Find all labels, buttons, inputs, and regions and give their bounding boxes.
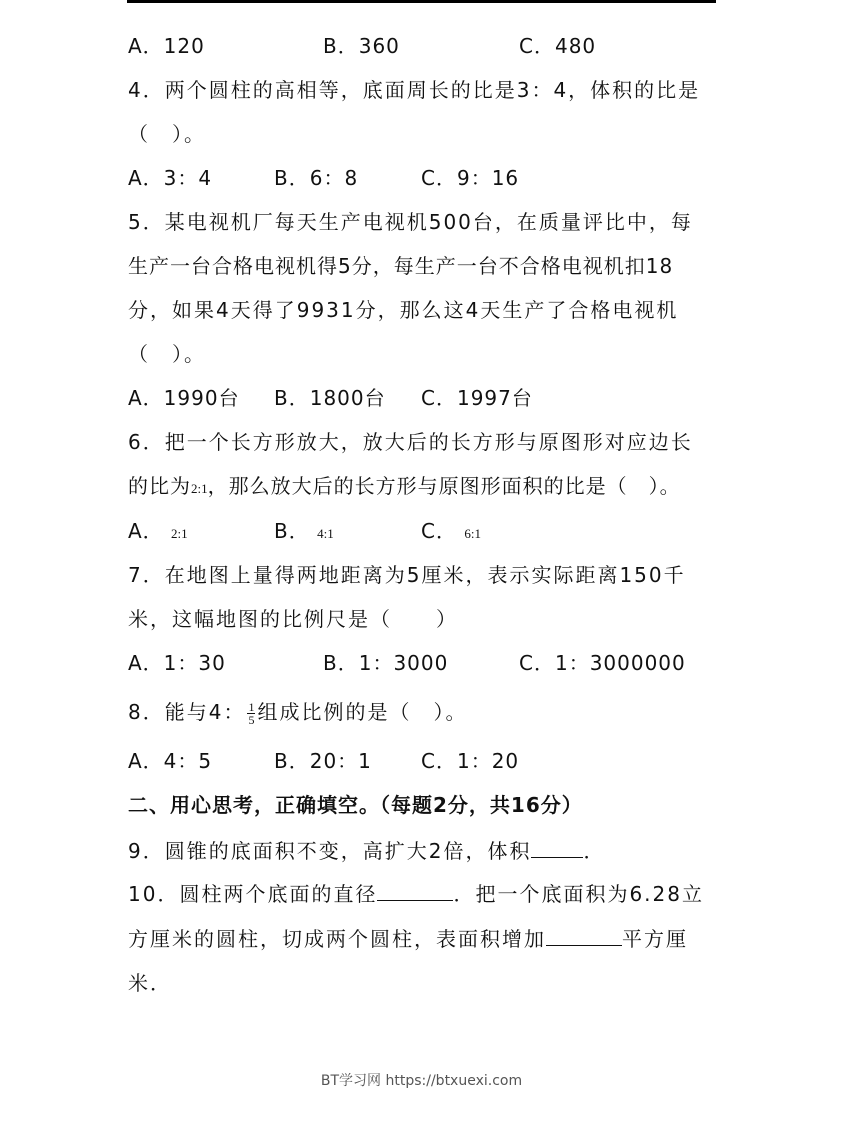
q8-suffix: 组成比例的是（ ）。	[257, 700, 468, 724]
q6-text-2a: 的比为	[128, 474, 191, 498]
q10-answer-blank-2[interactable]	[546, 927, 622, 946]
q3-option-b: B．360	[323, 34, 400, 58]
q8-option-c: C．1：20	[421, 749, 520, 773]
q10-text	[128, 882, 704, 906]
q10-text-2	[128, 927, 688, 951]
q6-ratio: 2:1	[191, 481, 208, 496]
top-rule	[127, 0, 716, 3]
q8-text	[128, 700, 467, 726]
q7-text: 7．在地图上量得两地距离为5厘米，表示实际距离150千	[128, 563, 686, 587]
q9-prefix: 9．圆锥的底面积不变，高扩大2倍，体积	[128, 839, 532, 863]
q4-option-a: A．3：4	[128, 166, 213, 190]
q4-option-b: B．6：8	[274, 166, 359, 190]
q7-option-c: C．1：3000000	[519, 651, 686, 675]
q5-text-3: 分，如果4天得了9931分，那么这4天生产了合格电视机	[128, 298, 679, 322]
fraction-denominator: 5	[248, 713, 255, 727]
q3-option-a: A．120	[128, 34, 205, 58]
q7-option-b: B．1：3000	[323, 651, 449, 675]
q6-text: 6．把一个长方形放大，放大后的长方形与原图形对应边长	[128, 430, 693, 454]
q7-option-a: A．1：30	[128, 651, 226, 675]
q5-option-b: B．1800台	[274, 386, 386, 410]
q10-mid: ．把一个底面积为6.28立	[453, 882, 704, 906]
q3-option-c: C．480	[519, 34, 597, 58]
q10-line2-prefix: 方厘米的圆柱，切成两个圆柱，表面积增加	[128, 927, 546, 951]
q9-answer-blank[interactable]	[531, 839, 583, 858]
q5-option-a: A．1990台	[128, 386, 240, 410]
q5-text-2: 生产一台合格电视机得5分，每生产一台不合格电视机扣18	[128, 254, 674, 278]
q9-text	[128, 839, 605, 863]
fraction	[247, 701, 255, 726]
q8-option-a: A．4：5	[128, 749, 213, 773]
q7-text-2: 米，这幅地图的比例尺是（ ）	[128, 607, 458, 631]
q6-option-a-label: A．	[128, 519, 164, 543]
q10-text-3: 米．	[128, 971, 172, 995]
footer-watermark: BT学习网 https://btxuexi.com	[320, 1073, 523, 1089]
q6-option-c	[421, 519, 481, 546]
fraction-numerator: 1	[248, 700, 255, 714]
q10-answer-blank-1[interactable]	[377, 882, 453, 901]
q6-option-c-label: C．	[421, 519, 457, 543]
q6-option-a	[128, 519, 188, 546]
q5-option-c: C．1997台	[421, 386, 533, 410]
q6-option-b	[274, 519, 334, 546]
section-heading: 二、用心思考，正确填空。（每题2分，共16分）	[128, 793, 583, 817]
q9-end: ．	[583, 839, 606, 863]
q6-option-c-value: 6:1	[464, 526, 481, 541]
q4-text: 4．两个圆柱的高相等，底面周长的比是3：4，体积的比是	[128, 78, 701, 102]
q8-option-b: B．20：1	[274, 749, 372, 773]
q5-text-4: （ ）。	[128, 342, 206, 366]
q6-option-a-value: 2:1	[171, 526, 188, 541]
q10-line2-suffix: 平方厘	[622, 927, 688, 951]
q6-text-2	[128, 474, 681, 501]
q8-prefix: 8．能与4：	[128, 700, 246, 724]
q6-option-b-value: 4:1	[317, 526, 334, 541]
q6-text-2b: ，那么放大后的长方形与原图形面积的比是（ ）。	[207, 474, 681, 498]
q10-prefix: 10．圆柱两个底面的直径	[128, 882, 378, 906]
q4-text-2: （ ）。	[128, 122, 206, 146]
q6-option-b-label: B．	[274, 519, 310, 543]
q5-text: 5．某电视机厂每天生产电视机500台，在质量评比中，每	[128, 210, 693, 234]
q4-option-c: C．9：16	[421, 166, 520, 190]
